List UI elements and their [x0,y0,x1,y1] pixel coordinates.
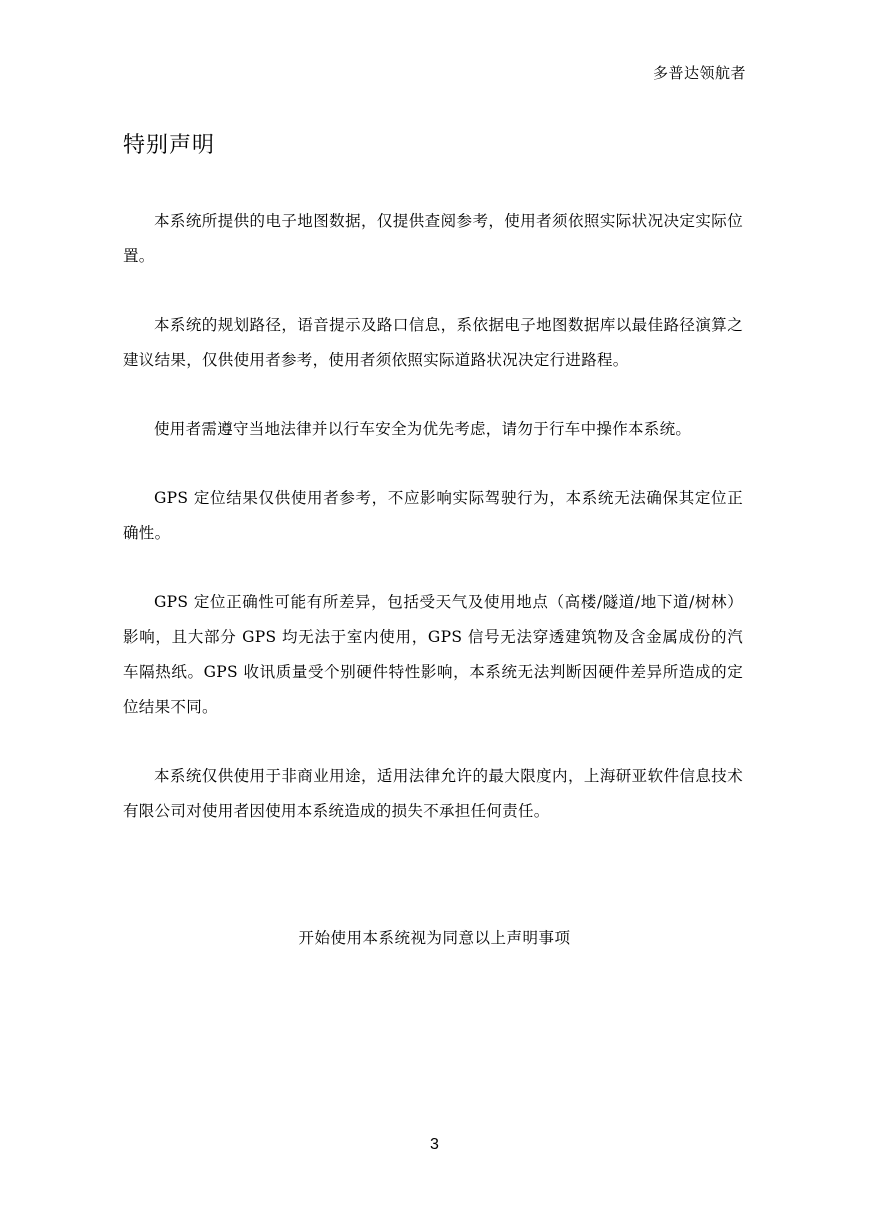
disclaimer-paragraph: 本系统所提供的电子地图数据，仅提供查阅参考，使用者须依照实际状况决定实际位置。 [123,212,743,265]
disclaimer-paragraph: GPS 定位正确性可能有所差异，包括受天气及使用地点（高楼/隧道/地下道/树林）影响，且大部分 GPS 均无法于室内使用，GPS 信号无法穿透建筑物及含金属成份的汽车隔热纸。GPS 收讯质量受个别硬件特性影响，本系统无法判断因硬件差异所造成的定位结果不同。 [123,593,743,716]
disclaimer-paragraph: GPS 定位结果仅供使用者参考，不应影响实际驾驶行为，本系统无法确保其定位正确性。 [123,489,743,542]
disclaimer-paragraph: 本系统的规划路径，语音提示及路口信息，系依据电子地图数据库以最佳路径演算之建议结果，仅供使用者参考，使用者须依照实际道路状况决定行进路程。 [123,316,743,369]
page-number: 3 [430,1136,439,1153]
page-title: 特别声明 [123,133,216,158]
disclaimer-body [123,204,743,863]
document-header: 多普达领航者 [652,64,746,82]
disclaimer-paragraph: 使用者需遵守当地法律并以行车安全为优先考虑，请勿于行车中操作本系统。 [154,420,692,438]
disclaimer-paragraph: 本系统仅供使用于非商业用途，适用法律允许的最大限度内，上海研亚软件信息技术有限公司对使用者因使用本系统造成的损失不承担任何责任。 [123,767,743,820]
agreement-statement: 开始使用本系统视为同意以上声明事项 [298,929,571,947]
